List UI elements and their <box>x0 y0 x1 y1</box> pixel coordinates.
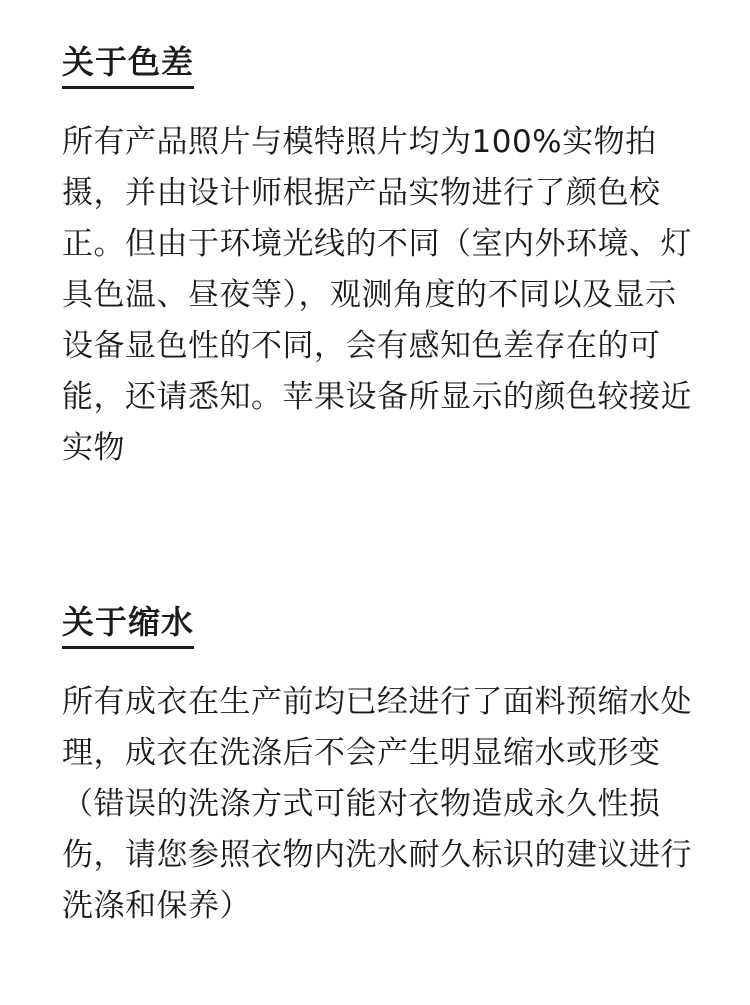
color-difference-text: 所有产品照片与模特照片均为100%实物拍摄，并由设计师根据产品实物进行了颜色校正。但由于环境光线的不同（室内外环境、灯具色温、昼夜等），观测角度的不同以及显示设备显色性的不同，会有感知色差存在的可能，还请悉知。苹果设备所显示的颜色较接近实物 <box>62 124 692 466</box>
shrinkage-text: 所有成衣在生产前均已经进行了面料预缩水处理，成衣在洗涤后不会产生明显缩水或形变（错误的洗涤方式可能对衣物造成永久性损伤，请您参照衣物内洗水耐久标识的建议进行洗涤和保养） <box>62 684 692 924</box>
color-difference-section <box>62 38 702 474</box>
shrinkage-section <box>62 598 702 932</box>
color-difference-heading: 关于色差 <box>62 38 194 89</box>
shrinkage-heading: 关于缩水 <box>62 598 194 649</box>
